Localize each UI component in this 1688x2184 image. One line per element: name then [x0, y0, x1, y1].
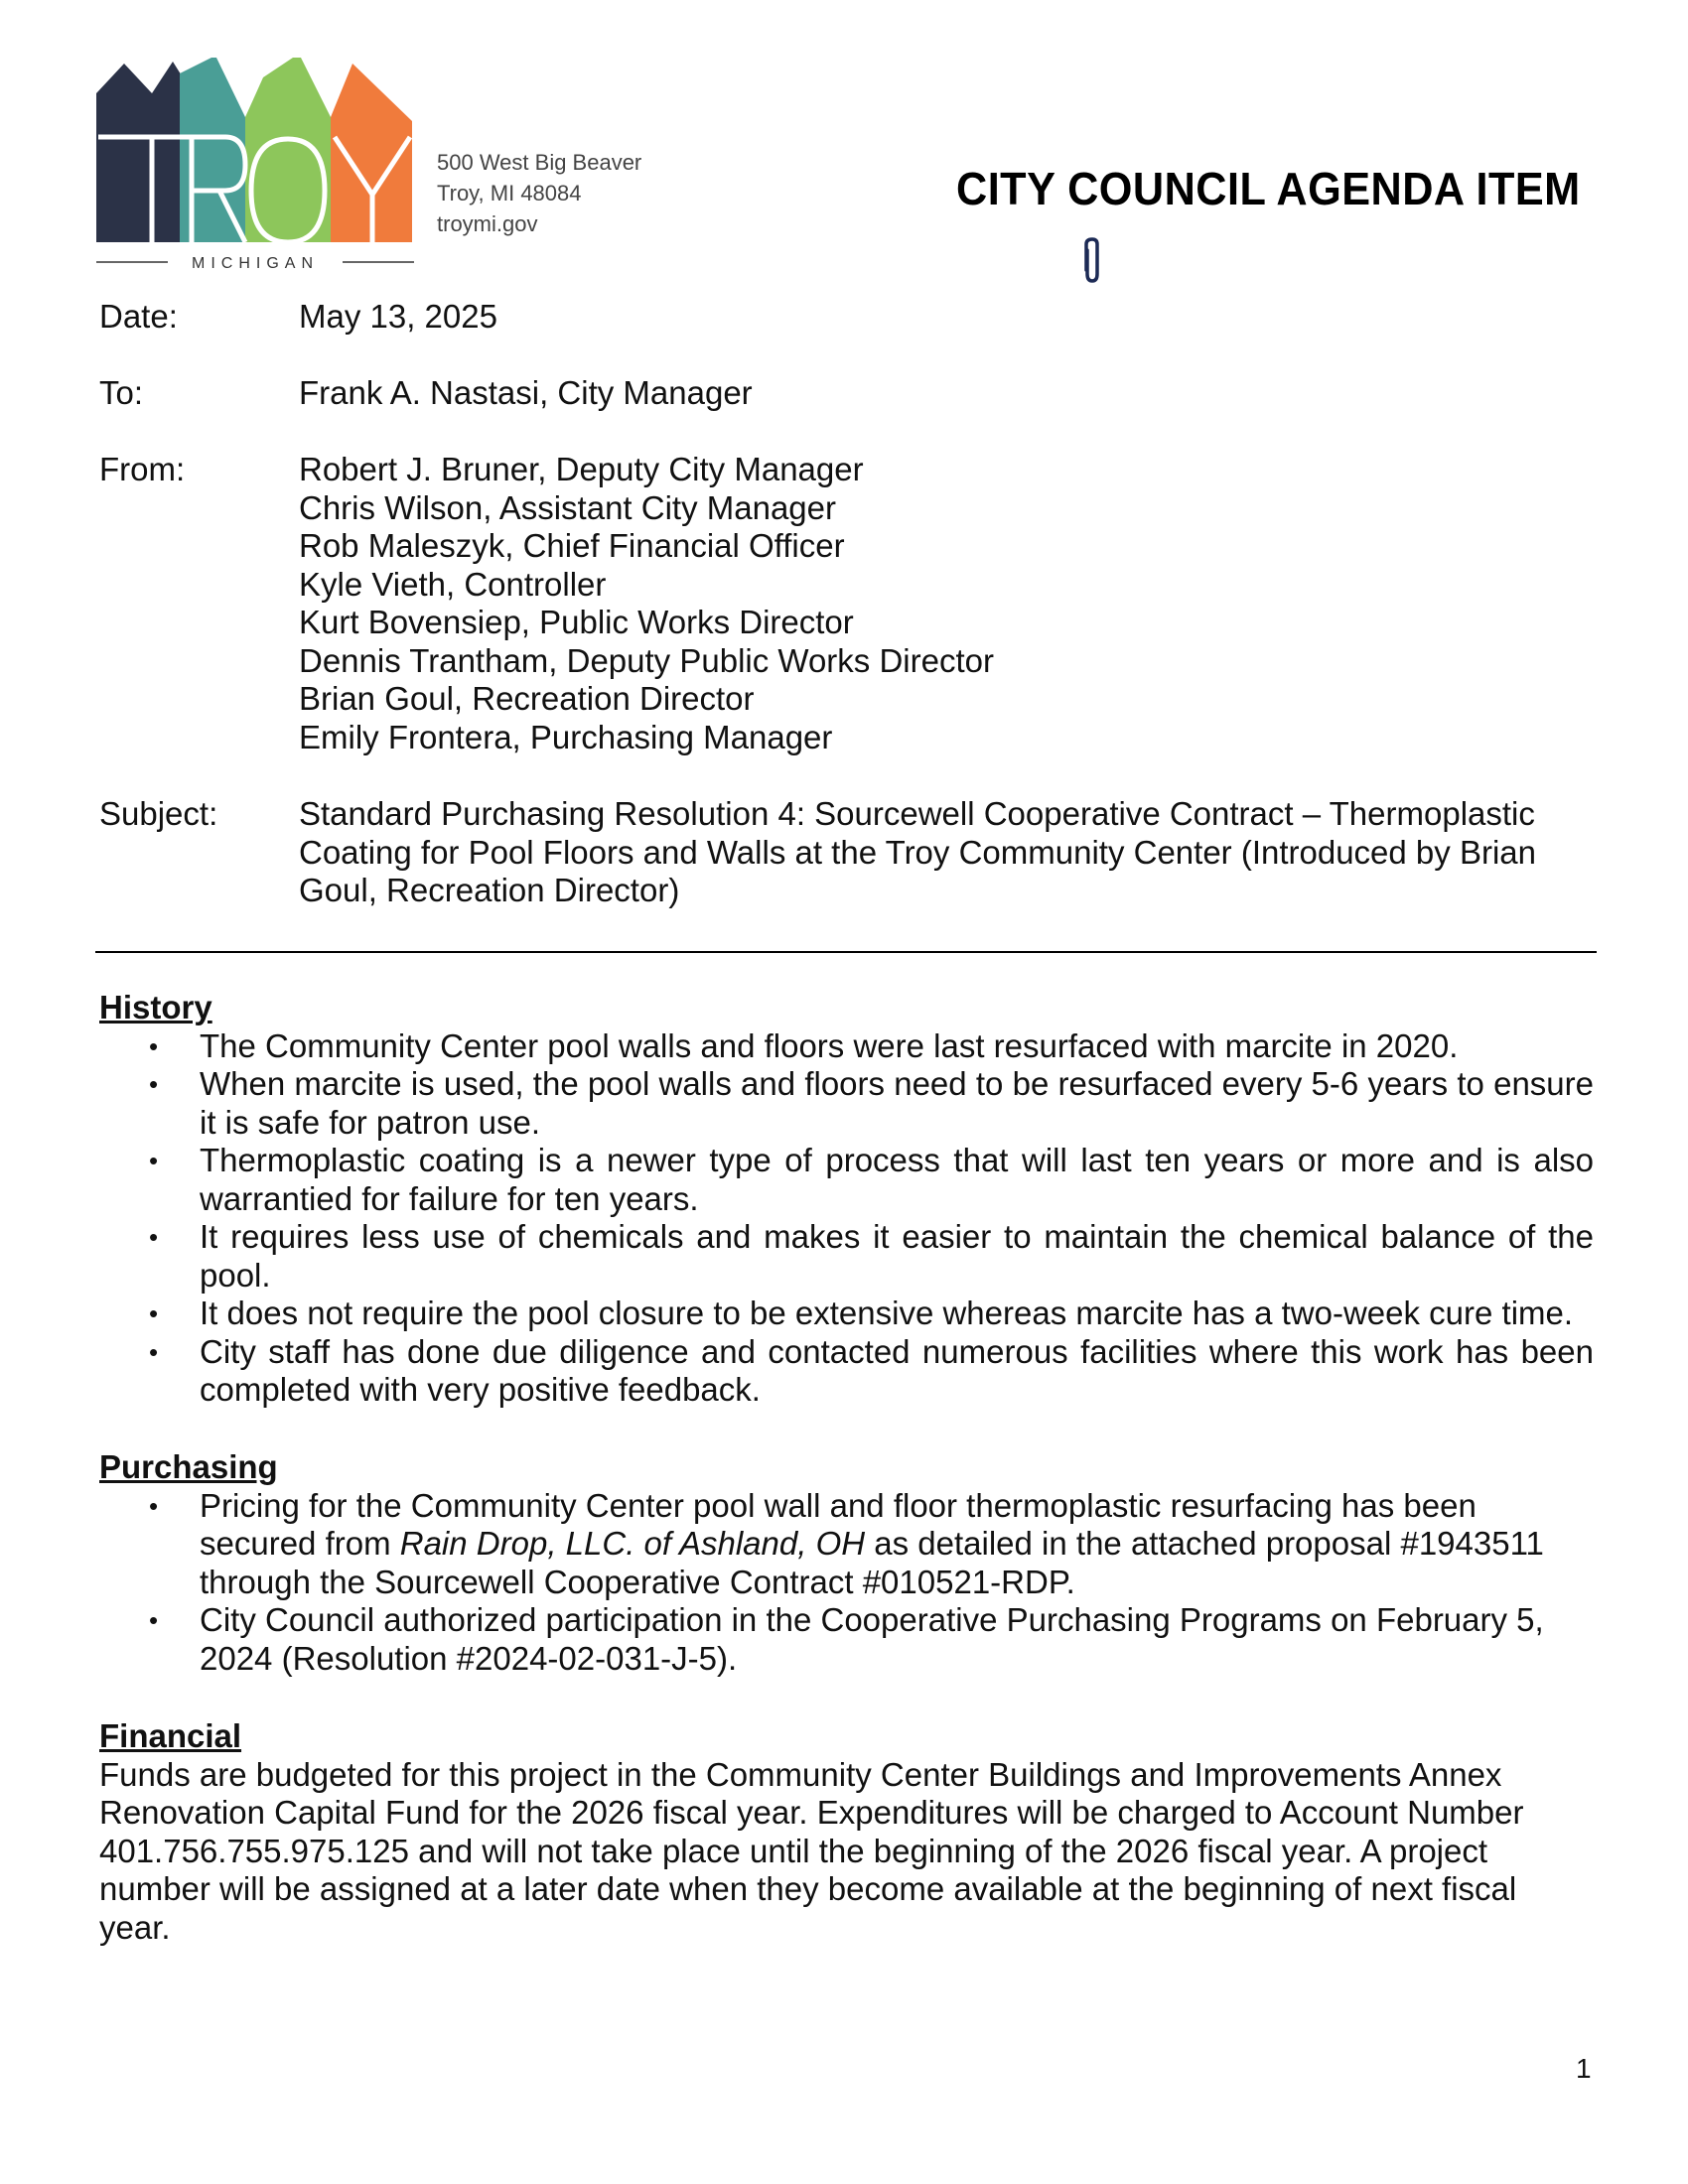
from-name: Dennis Trantham, Deputy Public Works Director	[299, 641, 994, 679]
date-value: May 13, 2025	[299, 298, 497, 335]
history-section	[99, 989, 1594, 1410]
purchasing-list	[99, 1487, 1594, 1679]
letterhead-address	[437, 147, 641, 239]
date-label: Date:	[99, 298, 178, 335]
subject-line: Standard Purchasing Resolution 4: Sourcewell Cooperative Contract – Thermoplastic	[299, 795, 1535, 832]
document-title: CITY COUNCIL AGENDA ITEM	[956, 163, 1581, 214]
list-item: • City Council authorized participation in the Cooperative Purchasing Programs on February 5, 2024 (Resolution #2024-02-031-J-5).	[149, 1601, 1544, 1677]
bullet-icon: •	[149, 1222, 159, 1252]
logo-subtext: MICHIGAN	[192, 255, 319, 271]
list-item: • When marcite is used, the pool walls and floors need to be resurfaced every 5-6 years to ensure it is safe for patron use.	[149, 1065, 1594, 1141]
from-name: Kurt Bovensiep, Public Works Director	[299, 604, 854, 640]
to-label: To:	[99, 374, 144, 411]
to-value: Frank A. Nastasi, City Manager	[299, 374, 753, 411]
bullet-icon: •	[149, 1336, 159, 1367]
address-line-2: Troy, MI 48084	[437, 181, 582, 205]
financial-heading: Financial	[99, 1717, 242, 1754]
history-list	[99, 1027, 1594, 1410]
page-number: 1	[1576, 2053, 1592, 2084]
bullet-icon: •	[149, 1605, 159, 1635]
bullet-icon: •	[149, 1490, 159, 1521]
from-list	[299, 451, 1679, 756]
paperclip-icon[interactable]	[1078, 236, 1104, 284]
subject-line: Goul, Recreation Director)	[299, 872, 680, 908]
list-item: • The Community Center pool walls and floors were last resurfaced with marcite in 2020.	[149, 1026, 1459, 1064]
list-item: • It does not require the pool closure to be extensive whereas marcite has a two-week cure time.	[149, 1295, 1574, 1331]
website: troymi.gov	[437, 211, 538, 236]
purchasing-section	[99, 1448, 1594, 1678]
financial-text: Funds are budgeted for this project in the Community Center Buildings and Improvements Annex Renovation Capital Fund for the 2026 fiscal year. Expenditures will be charged to Account Number 401.756.755.975.125 and will not take place until the beginning of the 2026 fiscal year. A project number will be assigned at a later date when they become available at the beginning of next fiscal year.	[99, 1755, 1524, 1946]
address-line-1: 500 West Big Beaver	[437, 150, 642, 175]
header-divider	[95, 951, 1597, 953]
purchasing-heading: Purchasing	[99, 1448, 278, 1485]
list-item: • It requires less use of chemicals and makes it easier to maintain the chemical balance of the pool.	[149, 1218, 1594, 1294]
from-label: From:	[99, 451, 186, 487]
bullet-icon: •	[149, 1069, 159, 1099]
from-name: Kyle Vieth, Controller	[299, 565, 607, 603]
list-item: • City staff has done due diligence and contacted numerous facilities where this work has been completed with very positive feedback.	[149, 1332, 1594, 1408]
from-name: Chris Wilson, Assistant City Manager	[299, 488, 837, 526]
history-heading: History	[99, 989, 212, 1025]
bullet-icon: •	[149, 1146, 159, 1175]
from-name: Brian Goul, Recreation Director	[299, 680, 755, 717]
vendor-name: Rain Drop, LLC. of Ashland, OH	[399, 1525, 866, 1562]
subject-line: Coating for Pool Floors and Walls at the Troy Community Center (Introduced by Brian	[299, 833, 1536, 871]
bullet-icon: •	[149, 1030, 159, 1061]
subject-label: Subject:	[99, 795, 218, 832]
list-item: • Thermoplastic coating is a newer type of process that will last ten years or more and is also warrantied for failure for ten years.	[149, 1142, 1594, 1217]
troy-logo	[96, 58, 414, 271]
financial-section	[99, 1717, 1594, 1947]
from-name: Robert J. Bruner, Deputy City Manager	[299, 451, 864, 487]
bullet-icon: •	[149, 1298, 159, 1328]
from-name: Emily Frontera, Purchasing Manager	[299, 718, 833, 755]
list-item: • Pricing for the Community Center pool wall and floor thermoplastic resurfacing has been secured from Rain Drop, LLC. of Ashland, OH as detailed in the attached proposal #1943511 through the Sourcewell Cooperative Contract #010521-RDP.	[149, 1486, 1544, 1600]
subject-text	[299, 795, 1679, 910]
from-name: Rob Maleszyk, Chief Financial Officer	[299, 527, 845, 564]
